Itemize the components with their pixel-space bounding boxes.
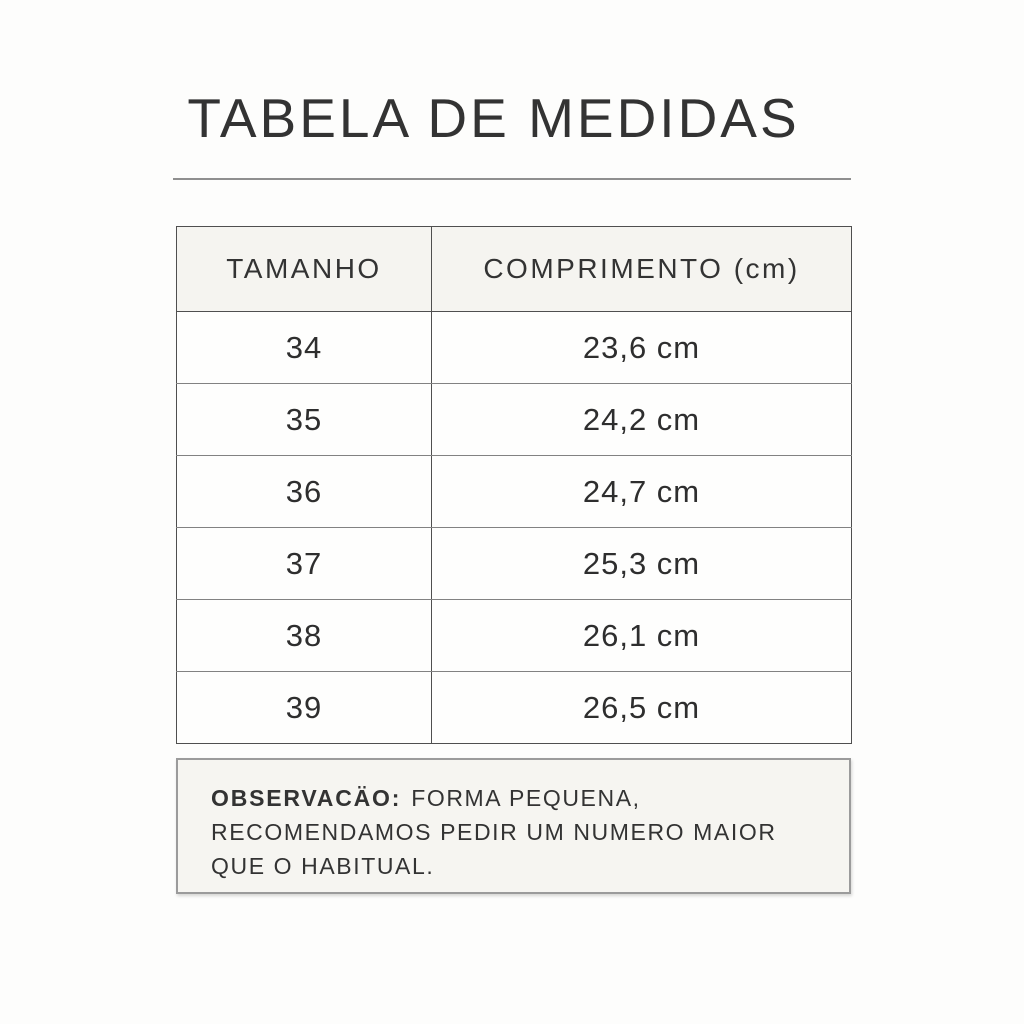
size-cell: 37 bbox=[177, 528, 432, 600]
length-cell: 23,6 cm bbox=[432, 312, 852, 384]
observation-line-3: QUE O HABITUAL. bbox=[211, 853, 435, 879]
size-table-body bbox=[177, 312, 852, 744]
column-header-tamanho: TAMANHO bbox=[177, 227, 432, 312]
size-cell: 36 bbox=[177, 456, 432, 528]
length-cell: 26,1 cm bbox=[432, 600, 852, 672]
table-row bbox=[177, 456, 852, 528]
observation-text-1: FORMA PEQUENA, bbox=[411, 785, 641, 811]
table-row bbox=[177, 312, 852, 384]
length-cell: 24,2 cm bbox=[432, 384, 852, 456]
table-row bbox=[177, 528, 852, 600]
page-title: TABELA DE MEDIDAS bbox=[187, 87, 800, 149]
length-cell: 24,7 cm bbox=[432, 456, 852, 528]
column-header-comprimento: COMPRIMENTO (cm) bbox=[432, 227, 852, 312]
observation-box bbox=[176, 758, 851, 894]
size-cell: 38 bbox=[177, 600, 432, 672]
observation-line-2: RECOMENDAMOS PEDIR UM NUMERO MAIOR bbox=[211, 819, 777, 845]
observation-line-1 bbox=[211, 781, 819, 815]
size-cell: 35 bbox=[177, 384, 432, 456]
table-row bbox=[177, 384, 852, 456]
title-divider bbox=[173, 178, 851, 180]
length-cell: 25,3 cm bbox=[432, 528, 852, 600]
size-table-header bbox=[177, 227, 852, 312]
size-cell: 39 bbox=[177, 672, 432, 744]
size-table bbox=[176, 226, 852, 744]
observation-label: OBSERVACÄO: bbox=[211, 785, 402, 811]
length-cell: 26,5 cm bbox=[432, 672, 852, 744]
table-row bbox=[177, 672, 852, 744]
header-row bbox=[177, 227, 852, 312]
size-cell: 34 bbox=[177, 312, 432, 384]
table-row bbox=[177, 600, 852, 672]
